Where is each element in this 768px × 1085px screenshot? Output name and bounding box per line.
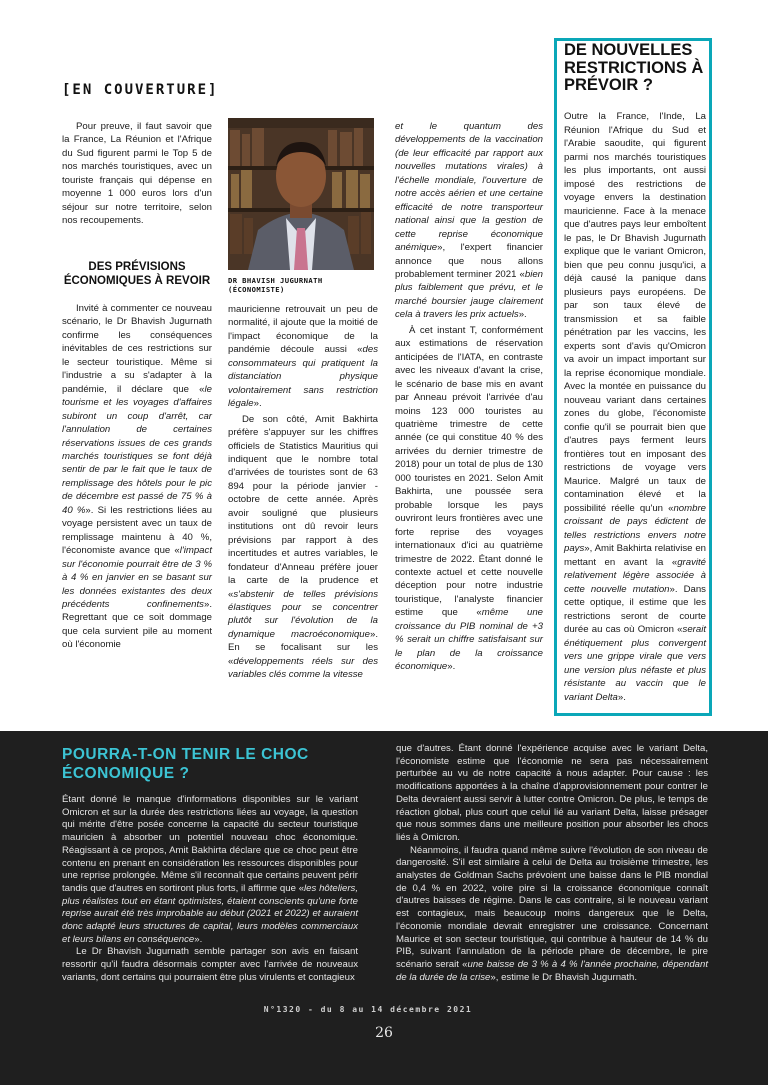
paragraph: Invité à commenter ce nouveau scénario, le Dr Bhavish Jugurnath confirme les conséquences inévitables de ces restrictions sur le secteur touristique. Même si l'industrie a su s'adapter à la pandémie, il déclare que «le tourisme et les voyages d'affaires subiront un coup d'arrêt, car l'annulation de certaines réservations issues de ces grands marchés touristiques se font déjà sentir de par le fait que le taux de remplissage des hôtels pour le pic de décembre est passé de 75 % à 40 %». Si les restrictions liées au voyage persistent avec un taux de remplissage maintenu à 40 %, l'économiste avance que «l'impact sur l'économie pourrait être de 3 % à 4 % en janvier en se basant sur les données existantes des deux précédents confinements». Regrettant que ce soit dommage que cela survient pile au moment où l'économie <box>62 303 212 651</box>
portrait-photo <box>228 118 374 270</box>
sidebar-text: Outre la France, l'Inde, La Réunion l'Afrique du Sud et l'Arabie saoudite, qui figurent parmi nos marchés touristiques les plus importants, ont aussi imposé des restrictions de voyage envers la destination mauricienne. Face à la menace que d'autres pays leur emboîtent le pas, le Dr Bhavish Jugurnath explique que le variant Omicron, bien que peu connu jusqu'ici, a déjà causé la panique dans plusieurs pays européens. De par son taux élevé de transmission et sa faible pénétration par les vaccins, les experts sont d'avis qu'Omicron va avoir un impact important sur la reprise économique mondiale. Avec la montée en puissance du nouveau variant dans certaines zones du globe, l'économiste confie qu'il se pourrait bien que d'autres pays ferment leurs frontières tout en imposant des restrictions de voyage vers Maurice. Malgré un taux de contamination élevé et la possibilité réelle qu'un «nombre croissant de pays édictent de telles restrictions envers notre pays», Amit Bakhirta relativise en mettant en avant la «gravité relativement légère associée à cette nouvelle mutation». Dans cette optique, il estime que les restrictions seront de courte durée au cas où Omicron «serait énétiquement plus convergent vers une grippe virale que vers une version plus néfaste et plus résistante au vaccin que le variant Delta». <box>564 111 706 703</box>
paragraph: et le quantum des développements de la vaccination (de leur efficacité par rapport aux nouvelles mutations virales) à l'échelle mondiale, l'ouverture de notre accès aérien et une certaine efficacité de notre transporteur national ainsi que la gestion de cette reprise économique anémique», l'expert financier annonce que nous allons probablement terminer 2021 «bien plus faiblement que prévu, et le marché boursier jauge clairement cela à travers les prix actuels». <box>395 121 543 321</box>
article-column-1 <box>62 120 212 228</box>
article-column-3 <box>395 120 543 674</box>
article-subheading: DES PRÉVISIONS ÉCONOMIQUES À REVOIR <box>63 261 211 287</box>
dark-section-title: POURRA-T-ON TENIR LE CHOC ÉCONOMIQUE ? <box>62 746 309 782</box>
dark-column-2 <box>396 743 708 984</box>
paragraph: Pour preuve, il faut savoir que la France, La Réunion et l'Afrique du Sud figurent parmi le Top 5 de nos marchés touristiques, avec un touriste français qui dépense en moyenne 1 000 euros lors d'un séjour sur notre territoire, selon nos recoupements. <box>62 121 212 227</box>
portrait-image <box>228 118 374 270</box>
paragraph: que d'autres. Étant donné l'expérience acquise avec le variant Delta, l'économiste estime que l'économie ne sera pas nécessairement perturbée au vu de notre capacité à nous adapter. Pour cause : les modifications apportées à la chaîne d'approvisionnement pour contrer le Delta devraient aussi servir à lutter contre Omicron. De plus, le temps de réaction global, plus court que celui lié au variant Delta, laisse présager que nous sommes dans une meilleure position pour absorber les chocs liés à Omicron. <box>396 743 708 843</box>
paragraph: Néanmoins, il faudra quand même suivre l'évolution de son niveau de dangerosité. S'il est similaire à celui de Delta au troisième trimestre, les analystes de Goldman Sachs prévoient une baisse dans le PIB mondial de 0,4 % en 2022, voire pire si la croissance économique connaît d'autres baisses de régime. Dans le cas contraire, si le nouveau variant est contagieux, mais beaucoup moins dangereux que le Delta, l'économie mondiale devrait enregistrer une croissance. Concernant Maurice et son secteur touristique, qui contribue à hauteur de 14 % du PIB, suivant l'annulation de la période phare de décembre, le pire scénario serait «une baisse de 3 % à 4 % l'année prochaine, dépendant de la durée de la crise», estime le Dr Bhavish Jugurnath. <box>396 844 709 983</box>
sidebar-title: DE NOUVELLES RESTRICTIONS À PRÉVOIR ? <box>564 41 704 94</box>
photo-caption: DR BHAVISH JUGURNATH (ÉCONOMISTE) <box>228 276 323 294</box>
dark-column-1 <box>62 794 358 985</box>
paragraph: Étant donné le manque d'informations disponibles sur le variant Omicron et sur la durée des restrictions liées au voyage, la question qui mérite d'être posée concerne la capacité du secteur touristique mauricien à absorber un potentiel nouveau choc économique. Réagissant à ce propos, Amit Bakhirta déclare que ce choc peut être contenu en prenant en considération les ressources disponibles pour une reprise prolongée. Même s'il reconnaît que certains peuvent périr tandis que d'autres en sortiront plus forts, il affirme que «les hôteliers, plus réalistes tout en étant optimistes, étaient conscients qu'une forte reprise aurait été très improbable au début (2021 et 2022) et auraient donc adapté leurs structures de capital, leurs modèles commerciaux et leurs bilans en conséquence». <box>62 794 358 945</box>
article-column-1-continued <box>62 302 212 652</box>
issue-line: N°1320 - du 8 au 14 décembre 2021 <box>263 1005 473 1014</box>
article-column-2 <box>228 303 378 682</box>
paragraph: De son côté, Amit Bakhirta préfère s'appuyer sur les chiffres officiels de Statistics Mauritius qui indiquent que le nombre total d'arrivées de touristes sont de 63 894 pour la période janvier - octobre de cette année. Après avoir souligné que plusieurs institutions ont dû revoir leurs prévisions par rapport à des incertitudes et autres variables, le fondateur d'Anneau préfère jouer la carte de la prudence et «s'abstenir de telles prévisions élastiques pour se concentrer plutôt sur l'évolution de la dynamique macroéconomique». En se focalisant sur les «développements réels sur des variables clés comme la vitesse <box>228 413 378 681</box>
page-number: 26 <box>375 1025 393 1041</box>
paragraph: À cet instant T, conformément aux estimations de réservation anticipées de l'IATA, en contraste avec les niveaux d'avant la crise, le scénario de base mis en avant par Anneau prévoit l'arrivée d'au moins 123 000 touristes au quatrième trimestre de cette année (ce qui constitue 40 % des arrivées du dernier trimestre de 2018) pour un total de plus de 130 000 touristes en 2021. Selon Amit Bakhirta, une poussée sera probable lorsque les pays ouvriront leurs frontières avec une forte reprise des voyages internationaux d'ici au quatrième trimestre de 2022. Étant donné le contexte actuel et cette nouvelle déception pour notre industrie touristique, l'analyste financier estime que «même une croissance du PIB nominal de +3 % serait un chiffre satisfaisant sur le plan de la croissance économique». <box>395 324 544 673</box>
paragraph: mauricienne retrouvait un peu de normalité, il ajoute que la moitié de l'impact économique de la pandémie découle aussi «des consommateurs qui pratiquent la distanciation physique volontairement sans restriction légale». <box>228 304 378 410</box>
paragraph: Le Dr Bhavish Jugurnath semble partager son avis en faisant ressortir qu'il faudra désormais compter avec l'arrivée de nouveaux variants, dont certains qui pourraient être plus virulents et contagieux <box>62 946 358 983</box>
section-label: [EN COUVERTURE] <box>62 82 219 98</box>
